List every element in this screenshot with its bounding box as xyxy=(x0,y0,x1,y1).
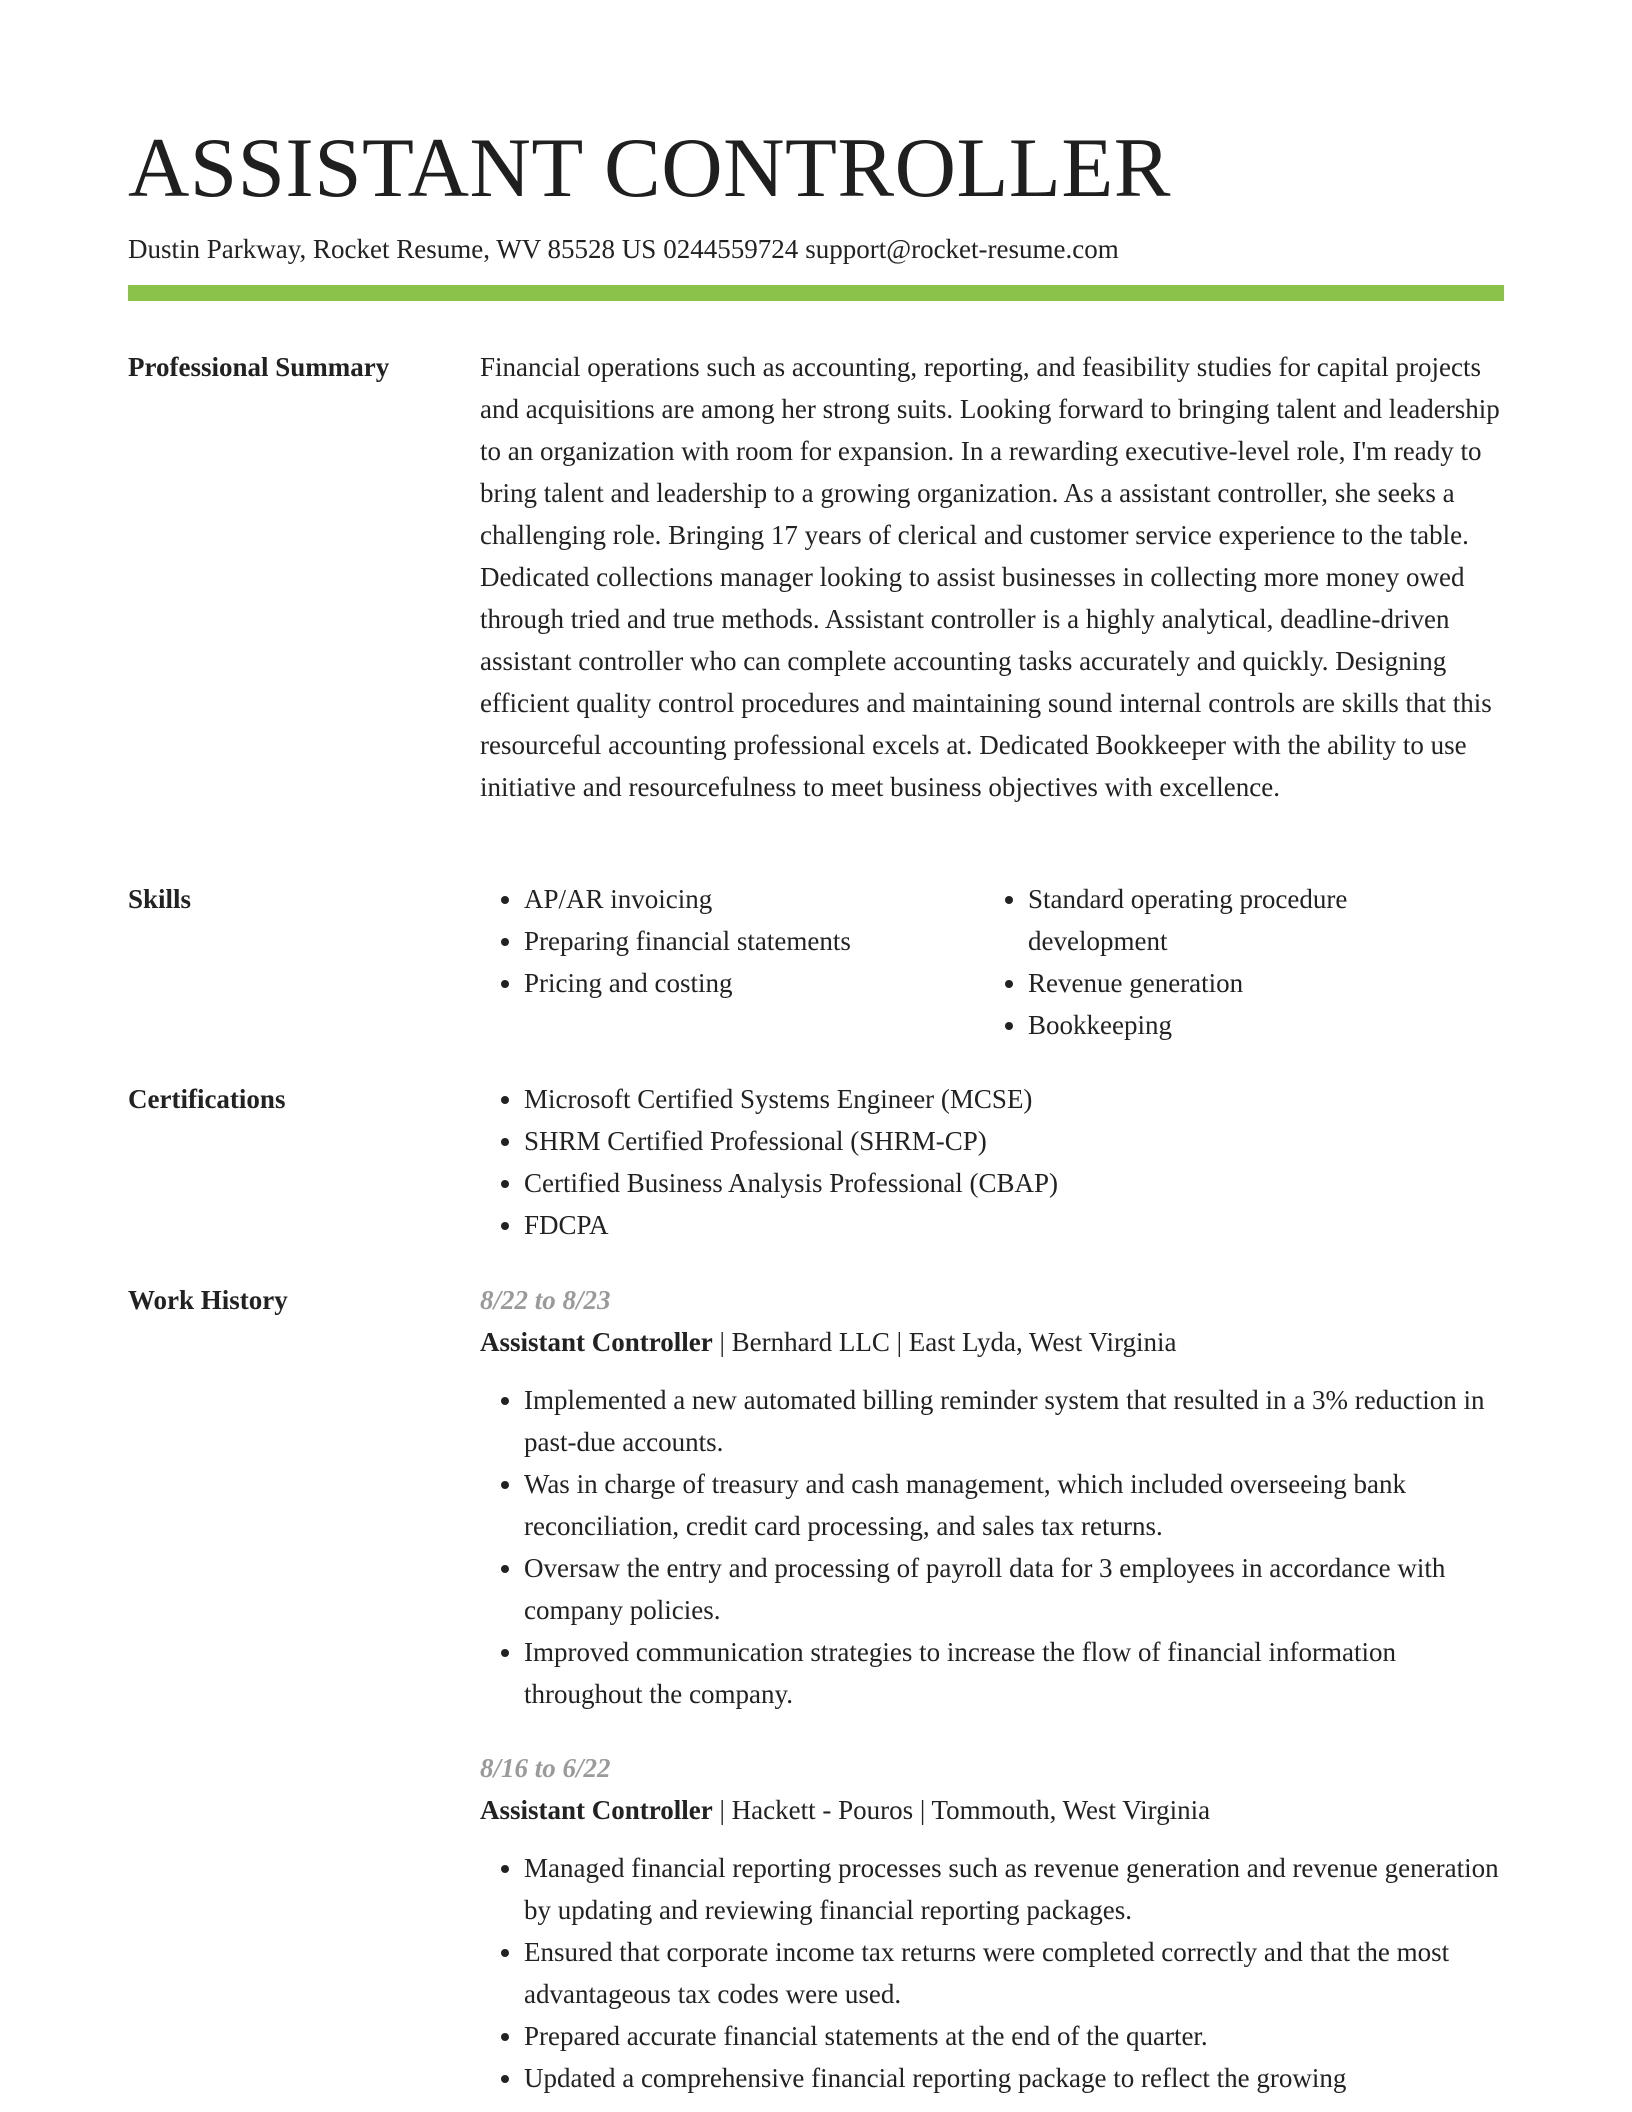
job-bullets xyxy=(480,1847,1504,2099)
skill-item: • Pricing and costing xyxy=(524,962,984,1004)
job-heading xyxy=(480,1789,1504,1831)
job-entry xyxy=(480,1747,1504,2099)
job-bullet: • Improved communication strategies to increase the flow of financial information throughout the company. xyxy=(524,1631,1504,1715)
header-divider xyxy=(128,285,1504,301)
section-title-work-history: Work History xyxy=(128,1285,288,1315)
summary-text: Financial operations such as accounting, reporting, and feasibility studies for capital projects and acquisitions are among her strong suits. Looking forward to bringing talent and leadership to an organization with room for expansion. In a rewarding executive-level role, I'm ready to bring talent and leadership to a growing organization. As a assistant controller, she seeks a challenging role. Bringing 17 years of clerical and customer service experience to the table. Dedicated collections manager looking to assist businesses in collecting more money owed through tried and true methods. Assistant controller is a highly analytical, deadline-driven assistant controller who can complete accounting tasks accurately and quickly. Designing efficient quality control procedures and maintaining sound internal controls are skills that this resourceful accounting professional excels at. Dedicated Bookkeeper with the ability to use initiative and resourcefulness to meet business objectives with excellence. xyxy=(480,352,1500,802)
section-title-summary: Professional Summary xyxy=(128,352,390,382)
job-title: Assistant Controller xyxy=(480,1327,713,1357)
summary-body xyxy=(480,346,1504,808)
job-bullet: • Managed financial reporting processes such as revenue generation and revenue generation by updating and reviewing financial reporting packages. xyxy=(524,1847,1504,1931)
job-entry xyxy=(480,1279,1504,1715)
job-bullets xyxy=(480,1379,1504,1715)
work-history-body xyxy=(480,1279,1504,2099)
skills-column-right xyxy=(984,878,1488,1046)
job-company-location: | Bernhard LLC | East Lyda, West Virginia xyxy=(712,1327,1177,1357)
skill-item: • Preparing financial statements xyxy=(524,920,984,962)
certification-item: • SHRM Certified Professional (SHRM-CP) xyxy=(524,1120,1504,1162)
job-title: Assistant Controller xyxy=(480,1795,713,1825)
certification-item: • Certified Business Analysis Professional (CBAP) xyxy=(524,1162,1504,1204)
job-bullet: • Was in charge of treasury and cash management, which included overseeing bank reconciliation, credit card processing, and sales tax returns. xyxy=(524,1463,1504,1547)
job-heading xyxy=(480,1321,1504,1363)
job-company-location: | Hackett - Pouros | Tommouth, West Virginia xyxy=(712,1795,1211,1825)
certification-item: • Microsoft Certified Systems Engineer (MCSE) xyxy=(524,1078,1504,1120)
job-bullet: • Ensured that corporate income tax returns were completed correctly and that the most advantageous tax codes were used. xyxy=(524,1931,1504,2015)
skill-item: • AP/AR invoicing xyxy=(524,878,984,920)
resume-title: ASSISTANT CONTROLLER xyxy=(128,121,1171,215)
contact-email: support@rocket-resume.com xyxy=(805,234,1119,264)
skills-body xyxy=(480,878,1504,1046)
contact-line xyxy=(128,231,1119,267)
contact-phone: 0244559724 xyxy=(663,234,799,264)
job-dates: 8/16 to 6/22 xyxy=(480,1753,611,1783)
job-bullet: • Implemented a new automated billing reminder system that resulted in a 3% reduction in past-due accounts. xyxy=(524,1379,1504,1463)
skill-item: • Bookkeeping xyxy=(1028,1004,1488,1046)
job-bullet: • Updated a comprehensive financial reporting package to reflect the growing xyxy=(524,2057,1504,2099)
job-bullet: • Prepared accurate financial statements at the end of the quarter. xyxy=(524,2015,1504,2057)
section-title-certifications: Certifications xyxy=(128,1084,286,1114)
section-title-skills: Skills xyxy=(128,884,192,914)
job-bullet: • Oversaw the entry and processing of payroll data for 3 employees in accordance with company policies. xyxy=(524,1547,1504,1631)
skill-item: • Revenue generation xyxy=(1028,962,1488,1004)
job-dates: 8/22 to 8/23 xyxy=(480,1285,611,1315)
contact-address: Dustin Parkway, Rocket Resume, WV 85528 US xyxy=(128,234,657,264)
skills-column-left xyxy=(480,878,984,1046)
certifications-body xyxy=(480,1078,1504,1246)
skill-item: • Standard operating procedure development xyxy=(1028,878,1488,962)
certification-item: • FDCPA xyxy=(524,1204,1504,1246)
